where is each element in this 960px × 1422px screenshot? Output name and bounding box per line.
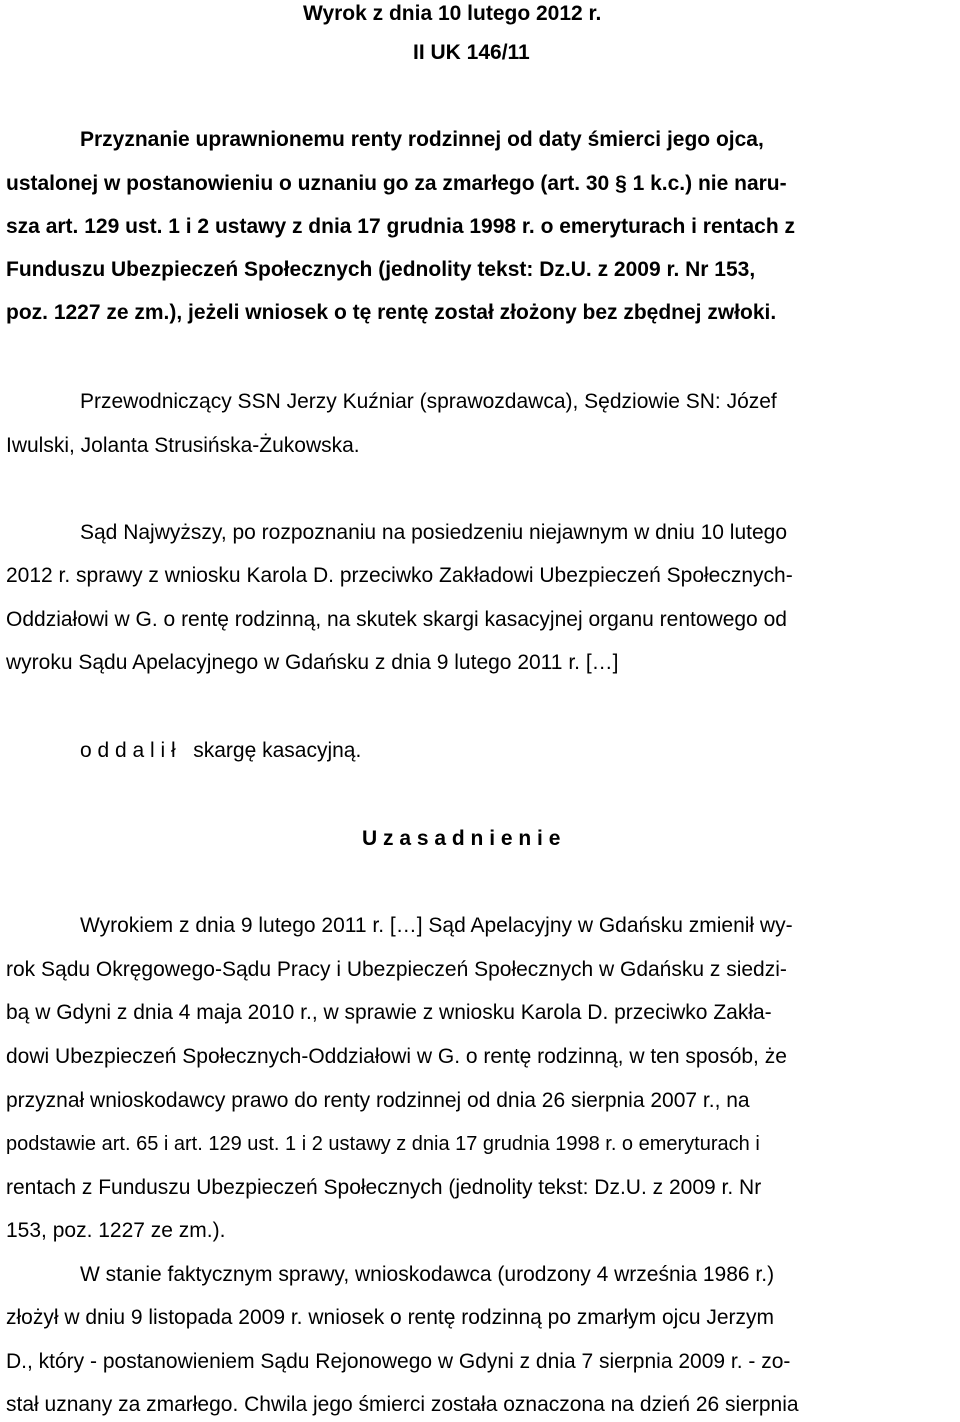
- justification-line: przyznał wnioskodawcy prawo do renty rodzinnej od dnia 26 sierpnia 2007 r., na: [6, 1089, 750, 1112]
- justification-line: stał uznany za zmarłego. Chwila jego śmierci została oznaczona na dzień 26 sierpnia: [6, 1393, 799, 1416]
- panel-line: Iwulski, Jolanta Strusińska-Żukowska.: [6, 434, 360, 457]
- ruling-intro-line: 2012 r. sprawy z wniosku Karola D. przeciwko Zakładowi Ubezpieczeń Społecznych-: [6, 564, 793, 587]
- verdict: o d d a l i ł skargę kasacyjną.: [80, 739, 362, 762]
- ruling-intro-line: Oddziałowi w G. o rentę rodzinną, na skutek skargi kasacyjnej organu rentowego od: [6, 608, 787, 631]
- justification-title: U z a s a d n i e n i e: [362, 827, 561, 850]
- justification-line: rentach z Funduszu Ubezpieczeń Społecznych (jednolity tekst: Dz.U. z 2009 r. Nr: [6, 1176, 762, 1199]
- thesis-line: ustalonej w postanowieniu o uznaniu go za zmarłego (art. 30 § 1 k.c.) nie naru-: [6, 172, 787, 195]
- justification-line: Wyrokiem z dnia 9 lutego 2011 r. […] Sąd Apelacyjny w Gdańsku zmienił wy-: [80, 914, 793, 937]
- justification-line: rok Sądu Okręgowego-Sądu Pracy i Ubezpieczeń Społecznych w Gdańsku z siedzi-: [6, 958, 787, 981]
- case-number: II UK 146/11: [413, 41, 530, 64]
- justification-line: złożył w dniu 9 listopada 2009 r. wniosek o rentę rodzinną po zmarłym ojcu Jerzym: [6, 1306, 775, 1329]
- panel-line: Przewodniczący SSN Jerzy Kuźniar (sprawozdawca), Sędziowie SN: Józef: [80, 390, 777, 413]
- justification-line: W stanie faktycznym sprawy, wnioskodawca (urodzony 4 września 1986 r.): [80, 1263, 775, 1286]
- judgment-date-heading: Wyrok z dnia 10 lutego 2012 r.: [303, 2, 602, 25]
- thesis-line: poz. 1227 ze zm.), jeżeli wniosek o tę rentę został złożony bez zbędnej zwłoki.: [6, 301, 777, 324]
- justification-line: dowi Ubezpieczeń Społecznych-Oddziałowi w G. o rentę rodzinną, w ten sposób, że: [6, 1045, 787, 1068]
- ruling-intro-line: wyroku Sądu Apelacyjnego w Gdańsku z dnia 9 lutego 2011 r. […]: [6, 651, 619, 674]
- thesis-line: Przyznanie uprawnionemu renty rodzinnej od daty śmierci jego ojca,: [80, 128, 764, 151]
- justification-line: 153, poz. 1227 ze zm.).: [6, 1219, 226, 1242]
- justification-line: bą w Gdyni z dnia 4 maja 2010 r., w sprawie z wniosku Karola D. przeciwko Zakła-: [6, 1001, 772, 1024]
- justification-line: D., który - postanowieniem Sądu Rejonowego w Gdyni z dnia 7 sierpnia 2009 r. - zo-: [6, 1350, 791, 1373]
- thesis-line: sza art. 129 ust. 1 i 2 ustawy z dnia 17 grudnia 1998 r. o emeryturach i rentach z: [6, 215, 795, 238]
- ruling-intro-line: Sąd Najwyższy, po rozpoznaniu na posiedzeniu niejawnym w dniu 10 lutego: [80, 521, 788, 544]
- thesis-line: Funduszu Ubezpieczeń Społecznych (jednolity tekst: Dz.U. z 2009 r. Nr 153,: [6, 258, 756, 281]
- justification-line: podstawie art. 65 i art. 129 ust. 1 i 2 ustawy z dnia 17 grudnia 1998 r. o emeryturach i: [6, 1133, 760, 1155]
